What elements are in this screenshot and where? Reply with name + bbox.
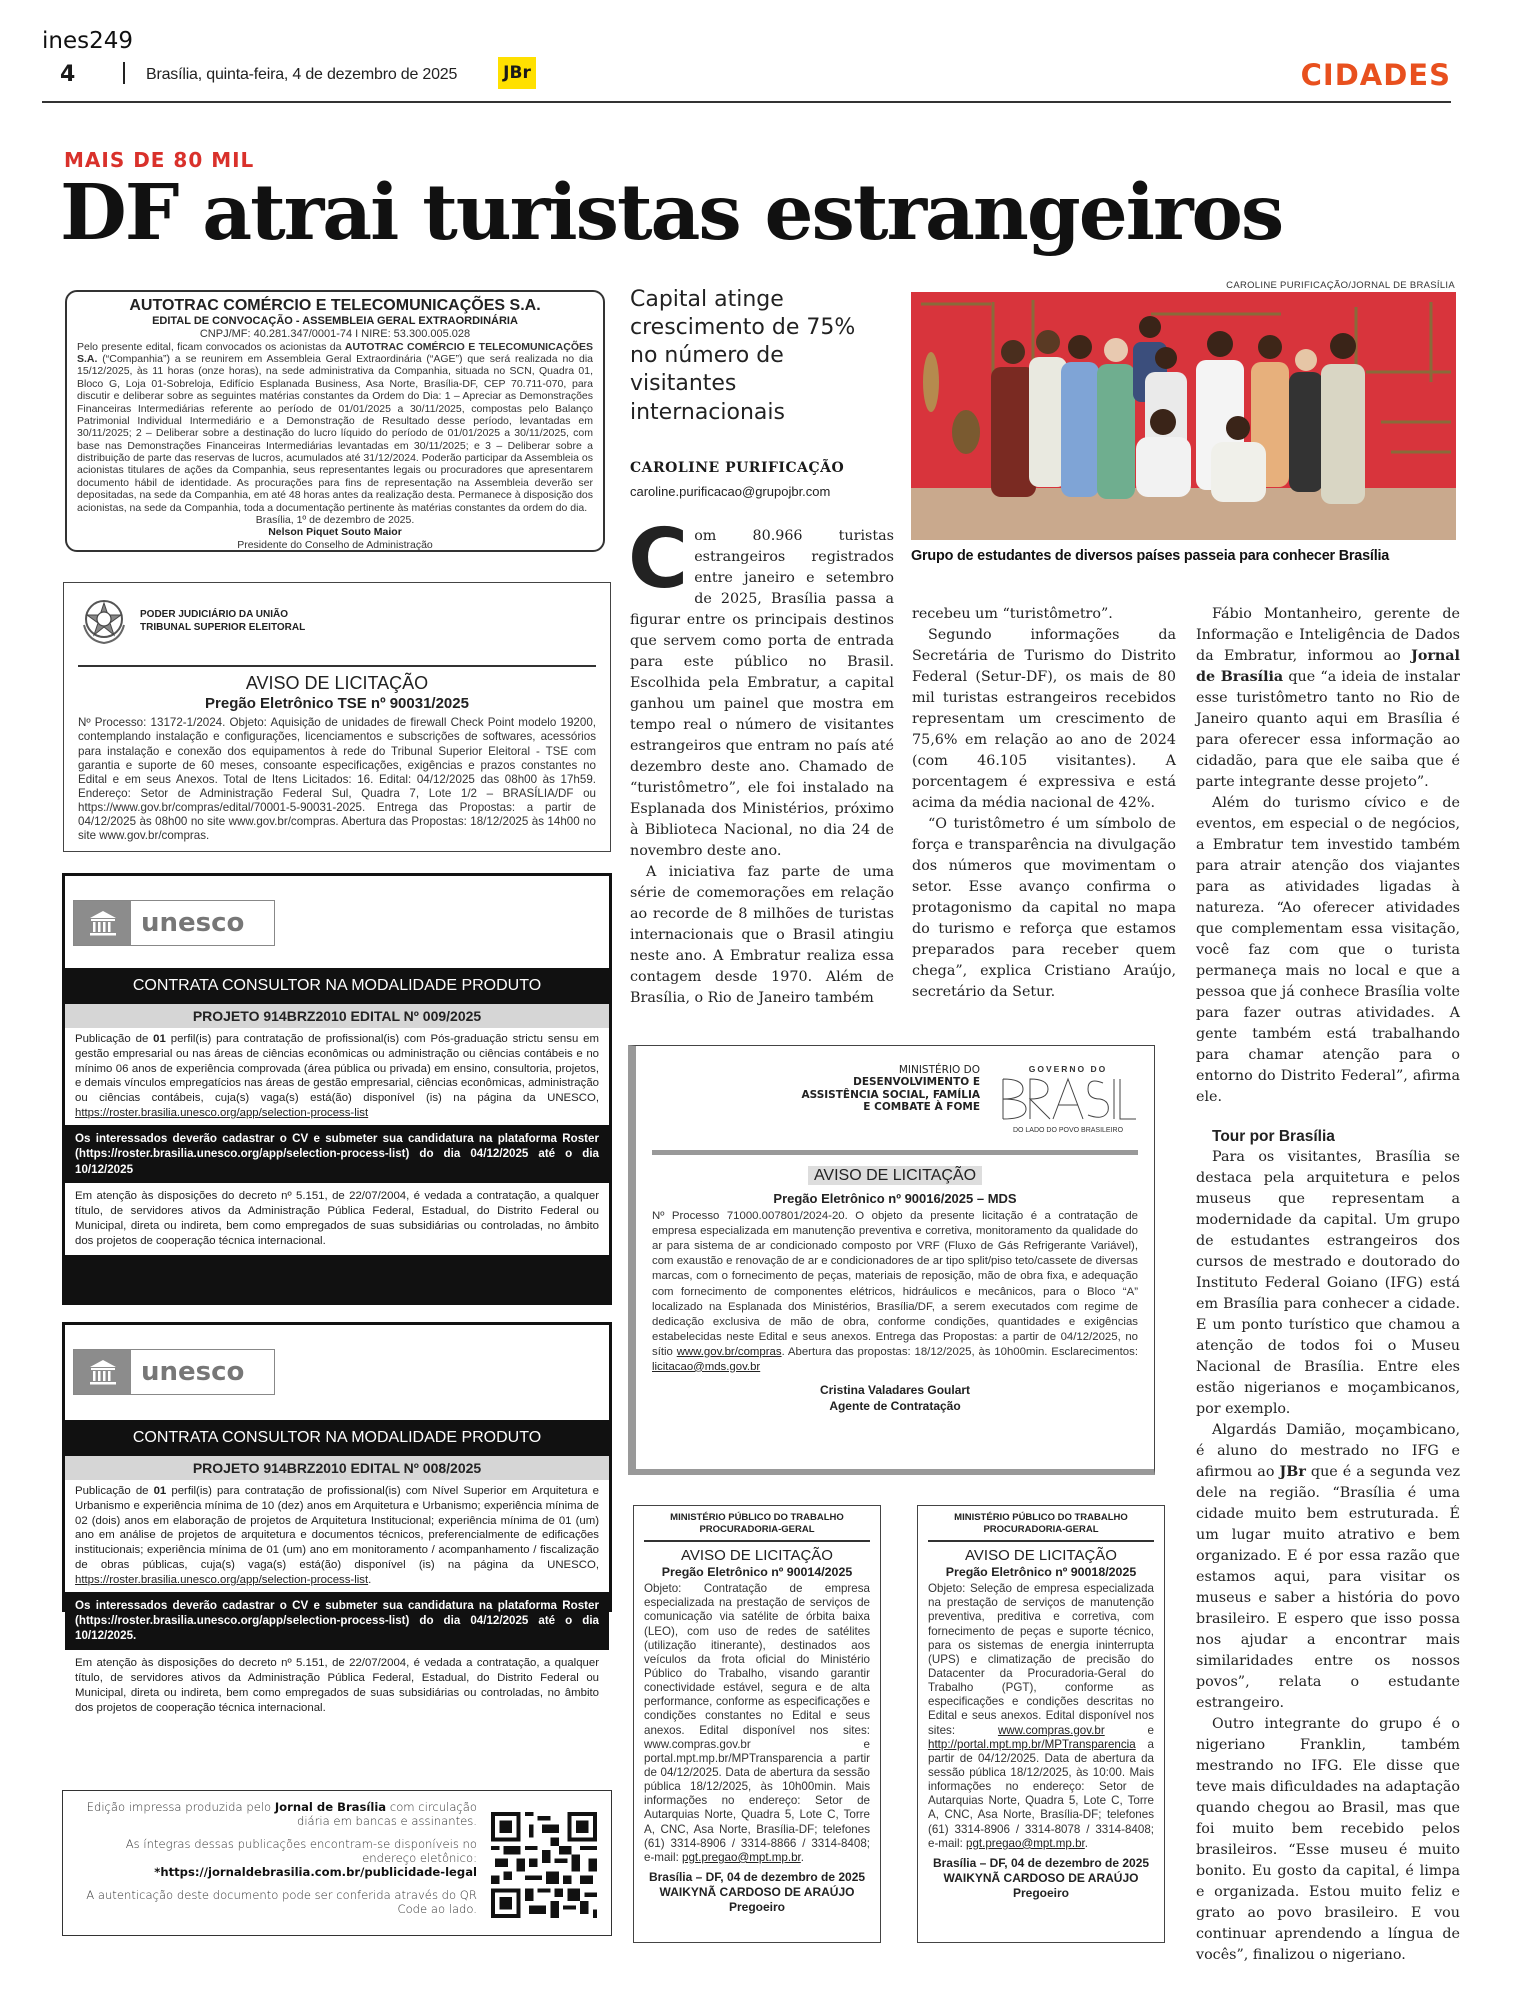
drop-cap: C <box>628 512 689 607</box>
unesco-logo <box>73 1349 275 1395</box>
ad-project: PROJETO 914BRZ2010 EDITAL Nº 009/2025 <box>65 1004 609 1028</box>
ad-body: Publicação de 01 perfil(is) para contratação de profissional(is) com Nível Superior em Arquitetura e Urbanismo e experiência mínima de 10 (dez) anos em Arquitetura e Urbanismo; experiência mínima de 02 (dois) anos em elaboração de projetos de Arquitetura Institucional; experiência mínima de 01 (um) ano em análise de projetos de arquitetura e documentos técnicos, preferencialmente de edificações institucionais; experiência mínima de 01 (um) ano em monitoramento / acompanhamento / fiscalização de obras públicas, cuja(s) vaga(s) está(ão) disponível (is) na página da UNESCO, https://roster.brasilia.unesco.org/app/selection-process-list. <box>65 1480 609 1592</box>
header-divider <box>123 62 125 84</box>
ad-signer: Nelson Piquet Souto Maior <box>268 526 402 539</box>
ad-body <box>652 1209 1138 1375</box>
ministry-line: MINISTÉRIO DO <box>898 1064 980 1076</box>
ad-org-2: TRIBUNAL SUPERIOR ELEITORAL <box>140 622 306 633</box>
ad-place-date: Brasília – DF, 04 de dezembro de 2025 <box>932 1855 1150 1870</box>
ad-subtitle: Pregão Eletrônico TSE nº 90031/2025 <box>205 694 469 712</box>
ad-divider <box>644 1540 870 1542</box>
article-subhead: Tour por Brasília <box>1212 1128 1335 1145</box>
notice-line-1 <box>77 1801 477 1828</box>
ad-mpt-90014 <box>633 1505 881 1943</box>
ad-title: AVISO DE LICITAÇÃO <box>245 673 429 693</box>
ad-org-2: PROCURADORIA-GERAL <box>983 1523 1099 1535</box>
ad-legal: Em atenção às disposições do decreto nº 5.151, de 22/07/2004, é vedada a contratação, a qualquer título, de servidores ativos da Administração Pública Federal, Estadual, do Distrito Federal ou Municipal, direta ou indireta, bem como empregados de suas subsidiárias ou controladas, no âmbito dos projetos de cooperação técnica internacional. <box>65 1650 609 1722</box>
email-link[interactable]: pgt.pregao@mpt.mp.br <box>682 1850 801 1864</box>
paragraph-text: Fábio Montanheiro, gerente de Informação e Inteligência de Dados da Embratur, informou ao <box>1196 606 1460 664</box>
ad-signer-role: Pregoeiro <box>1012 1885 1069 1900</box>
ad-mds <box>628 1045 1155 1475</box>
ad-title: AVISO DE LICITAÇÃO <box>681 1546 833 1564</box>
ad-legal: Em atenção às disposições do decreto nº 5.151, de 22/07/2004, é vedada a contratação, a qualquer título, de servidores ativos da Administração Pública Federal, Estadual, do Distrito Federal ou Municipal, direta ou indireta, bem como empregados de suas subsidiárias ou controladas, no âmbito dos projetos de cooperação técnica internacional. <box>65 1183 609 1255</box>
article-column-1 <box>628 512 894 1009</box>
ad-body-text: . <box>800 1850 805 1864</box>
temple-icon <box>88 1357 118 1387</box>
ad-body-text: Publicação de <box>75 1485 154 1497</box>
notice-text: As íntegras dessas publicações encontram-se disponíveis no endereço eletônico: <box>125 1837 477 1866</box>
ad-mpt-90018 <box>917 1505 1165 1943</box>
ad-body <box>77 341 593 514</box>
ad-body-text: Pelo presente edital, ficam convocados os acionistas da <box>77 340 345 353</box>
gov-brasil-logo <box>998 1064 1138 1136</box>
ad-body <box>644 1582 870 1865</box>
article-paragraph: recebeu um “turistômetro”. <box>912 606 1113 622</box>
ad-title: AVISO DE LICITAÇÃO <box>808 1166 982 1185</box>
ad-org-2: PROCURADORIA-GERAL <box>699 1523 815 1535</box>
group-photo-illustration <box>911 292 1456 540</box>
ad-body-text: e <box>1104 1723 1155 1737</box>
paragraph-bold: JBr <box>1279 1464 1306 1480</box>
ad-signer-role: Agente de Contratação <box>829 1398 961 1413</box>
ad-subtitle: Pregão Eletrônico nº 90014/2025 <box>661 1565 853 1580</box>
ad-org-1: PODER JUDICIÁRIO DA UNIÃO <box>140 609 288 620</box>
unesco-wordmark: unesco <box>131 901 274 945</box>
ad-note: Os interessados deverão cadastrar o CV e submeter sua candidatura na plataforma Roster (https://roster.brasilia.unesco.org/app/selection-process-list) do dia 04/12/2025 até o dia 10/12/2025 <box>65 1125 609 1183</box>
ad-org-1: MINISTÉRIO PÚBLICO DO TRABALHO <box>954 1512 1128 1523</box>
ad-divider <box>78 665 596 667</box>
article-paragraph <box>628 512 894 862</box>
page-number: 4 <box>60 62 76 87</box>
ad-body-text: a partir de 04/12/2025. Data de abertura da sessão pública 18/12/2025, às 10:00. Mais informações no endereço: Setor de Autarquias Norte, Quadra 5, Lote C, Torre A, CNC, Asa Norte, Brasília-DF; telefones (61) 3314-8906 / 3314-8078 / 3314-8408; e-mail: <box>928 1737 1154 1850</box>
ad-subtitle: EDITAL DE CONVOCAÇÃO - ASSEMBLEIA GERAL EXTRAORDINÁRIA <box>152 314 518 327</box>
ministry-name <box>802 1064 981 1114</box>
article-column-3 <box>1196 604 1460 1966</box>
ad-body-text: (“Companhia”) a se reunirem em Assembleia Geral Extraordinária (“AGE”) que será realizada no dia 15/12/2025, às 11 horas (onze horas), na sede administrativa da Companhia, situada no SCN, Quadra 01, Bloco G, Loja 01-Sobreloja, Edifício Esplanada Business, Asa Norte, Brasília-DF, CEP 70.711-070, para discutir e deliberar sobre as seguintes matérias constantes da Ordem do Dia: 1 – Apreciar as Demonstrações Financeiras Intermediárias referente ao período de 01/01/2025 a 30/11/2025, compostas pelo Balanço Patrimonial Individual Intermediário e a Demonstração de Resultado desse período, levantadas em 30/11/2025; 2 – Deliberar sobre a destinação do lucro líquido do período de 01/01/2025 a 30/11/2025, com base nas Demonstrações Financeiras Intermediárias levantadas em 30/11/2025; e 3 – Deliberar sobre a distribuição de parte das reservas de lucros, acumulados até 31/12/2024. Poderão participar da Assembleia os acionistas titulares de ações da Companhia, seus representantes legais ou procuradores que apresentarem documento hábil de identidade. As procurações para fins de representação na Assembleia deverão ser depositadas, na sede da Companhia, em até 48 horas antes da realização desta. Permanece à disposição dos acionistas, na sede da Companhia, toda a documentação pertinente às matérias constantes da ordem do dia. <box>77 353 593 514</box>
article-paragraph: Além do turismo cívico e de eventos, em especial o de negócios, a Embratur tem investido também para atrair atenção dos viajantes para as atividades ligadas à natureza. “Ao oferecer atividades que complementam essa visitação, você faz com que o turista permaneça mais no local e que a pessoa que já conhece Brasília volte para fazer outras atividades. A gente também está trabalhando para chamar atenção para o entorno do Distrito Federal”, afirma ele. <box>1196 795 1460 1105</box>
ad-body-text: perfil(is) para contratação de profissional(is) com Pós-graduação strictu sensu em gestão empresarial ou nas áreas de ciências econômicas ou administração ou ciências contábeis e no mínimo 06 anos de experiência comprovada (área pública ou privada) em ensino, consultoria, projetos, e demais vínculos empregatícios nas áreas de gestão empresarial, ciências econômicas, administração ou ciências contábeis, cuja(s) vaga(s) está(ão) disponível (is) na página da UNESCO, <box>75 1033 599 1105</box>
ad-title: CONTRATA CONSULTOR NA MODALIDADE PRODUTO <box>65 1420 609 1456</box>
ad-body-text: perfil(is) para contratação de profissional(is) com Nível Superior em Arquitetura e Urbanismo e experiência mínima de 10 (dez) anos em Arquitetura e Urbanismo; experiência mínima de 02 (dois) anos em elaboração de projetos de Arquitetura Institucional; experiência mínima de 01 (um) ano em análise de projetos de arquitetura e documentos técnicos, preferencialmente de edificações institucionais; experiência mínima de 01 (um) ano em monitoramento / acompanhamento / fiscalização de obras públicas, cuja(s) vaga(s) está(ão) disponível (is) na página da UNESCO, <box>75 1485 599 1572</box>
author-email-link[interactable]: caroline.purificacao@grupojbr.com <box>630 484 831 499</box>
unesco-wordmark: unesco <box>131 1350 274 1394</box>
notice-line-2 <box>77 1838 477 1879</box>
gov-logo-top: GOVERNO DO <box>1028 1064 1108 1074</box>
article-paragraph: Outro integrante do grupo é o nigeriano Franklin, também mestrando no IFG. Ele disse que teve mais dificuldades na adaptação quando chegou ao Brasil, mas que foi muito bem recebido pelos brasileiros. “Esse museu é muito bonito. Eu gosto da capital, é limpa e organizada. Estou muito feliz e grato ao povo brasileiro. E vou continuar aprendendo a língua de vocês”, finalizou o nigeriano. <box>1196 1716 1460 1963</box>
unesco-logo <box>73 900 275 946</box>
notice-text: Edição impressa produzida pelo <box>86 1800 275 1814</box>
ad-title: AVISO DE LICITAÇÃO <box>965 1546 1117 1564</box>
temple-icon <box>88 908 118 938</box>
ad-body-text: Publicação de <box>75 1033 154 1045</box>
qr-code-icon[interactable] <box>491 1801 597 1929</box>
ad-company: AUTOTRAC COMÉRCIO E TELECOMUNICAÇÕES S.A. <box>129 297 541 314</box>
edition-date: Brasília, quinta-feira, 4 de dezembro de 2025 <box>146 66 458 83</box>
article-kicker: MAIS DE 80 MIL <box>64 148 255 172</box>
ad-body-bold: 01 <box>153 1033 166 1045</box>
compras-link[interactable]: www.gov.br/compras <box>676 1345 782 1358</box>
roster-link[interactable]: https://roster.brasilia.unesco.org/app/selection-process-list <box>75 1107 369 1120</box>
compras-link[interactable]: www.compras.gov.br <box>997 1723 1105 1737</box>
article-paragraph: Para os visitantes, Brasília se destaca pela arquitetura e pelos museus que representam a modernidade da capital. Um grupo de estudantes estrangeiros dos cursos de mestrado e doutorado do Instituto Federal Goiano (IFG) está em Brasília para conhecer a cidade. E um ponto turístico que chamou a atenção de todos foi o Museu Nacional de Brasília. Entre eles estão nigerianos e moçambicanos, por exemplo. <box>1196 1149 1460 1417</box>
transparencia-link[interactable]: http://portal.mpt.mp.br/MPTransparencia <box>928 1737 1136 1751</box>
ad-body-text: . <box>1084 1836 1089 1850</box>
coat-of-arms-icon <box>78 595 130 647</box>
ad-title: CONTRATA CONSULTOR NA MODALIDADE PRODUTO <box>65 968 609 1004</box>
article-deck: Capital atinge crescimento de 75% no número de visitantes internacionais <box>630 287 856 425</box>
ad-body-text: Nº Processo 71000.007801/2024-20. O objeto da presente licitação é a contratação de empresa especializada em manutenção preventiva e corretiva, monitoramento da qualidade do ar para sistema de ar condicionado composto por VRF (Fluxo de Gás Refrigerante Variável), com exaustão e renovação de ar e condicionadores de ar tipo split/piso teto/cassete de diversas marcas, com o fornecimento de peças, materiais de reposição, mão de obra fixa, e adequação com fornecimento de componentes elétricos, hidráulicos e mecânicos, para o Bloco “A” localizado na Esplanada dos Ministérios, Brasília/DF, a serem executados com regime de dedicação exclusiva de mão de obra, conforme condições, quantidades e exigências estabelecidas neste Edital e seus anexos. Entrega das Propostas: a partir de 04/12/2025, no sítio <box>652 1210 1138 1358</box>
article-paragraph <box>1196 604 1460 793</box>
ad-signer-role: Pregoeiro <box>728 1899 785 1914</box>
photo-caption: Grupo de estudantes de diversos países passeia para conhecer Brasília <box>911 548 1390 564</box>
email-link[interactable]: pgt.pregao@mpt.mp.br <box>966 1836 1085 1850</box>
ad-place-date: Brasília, 1º de dezembro de 2025. <box>255 513 415 526</box>
paragraph-text: Algardás Damião, moçambicano, é aluno do mestrado no IFG e afirmou ao <box>1196 1422 1460 1480</box>
ad-divider <box>652 1150 1138 1155</box>
ad-project: PROJETO 914BRZ2010 EDITAL Nº 008/2025 <box>65 1456 609 1480</box>
ad-ids: CNPJ/MF: 40.281.347/0001-74 I NIRE: 53.300.005.028 <box>199 327 471 340</box>
email-link[interactable]: licitacao@mds.gov.br <box>652 1360 761 1373</box>
ad-body-bold: 01 <box>153 1485 167 1497</box>
ad-note: Os interessados deverão cadastrar o CV e submeter sua candidatura na plataforma Roster (https://roster.brasilia.unesco.org/app/selection-process-list) do dia 04/12/2025 até o dia 10/12/2025. <box>65 1592 609 1650</box>
ministry-line: DESENVOLVIMENTO E <box>853 1076 980 1089</box>
ad-body: Nº Processo: 13172-1/2024. Objeto: Aquisição de unidades de firewall Check Point modelo 19200, contemplando instalação e configurações, licenciamentos e subscrições de softwares, acessórios para instalação e conexão dos equipamentos à rede do Tribunal Superior Eleitoral - TSE com garantia e suporte de 60 meses, consoante especificações, exigências e prazos constantes no Edital e em seus Anexos. Total de Itens Licitados: 16. Edital: 04/12/2025 das 08h00 às 17h59. Endereço: Setor de Administração Federal Sul, Quadra 7, Lote 1/2 – BRASÍLIA/DF ou https://www.gov.br/compras/edital/70001-5-90031-2025. Entrega das Propostas: a partir de 04/12/2025 às 08h00 no site www.gov.br/compras. Abertura das Propostas: 18/12/2025 às 14h00 no site www.gov.br/compras. <box>78 716 596 843</box>
gov-logo-tag: DO LADO DO POVO BRASILEIRO <box>1012 1127 1124 1135</box>
ad-org-1: MINISTÉRIO PÚBLICO DO TRABALHO <box>670 1512 844 1523</box>
watermark: ines249 <box>42 28 134 54</box>
paragraph-text: que “a ideia de instalar esse turistômetro tanto no Rio de Janeiro quanto aqui em Brasília é para oferecer essa informação ao cidadão, para que ele saiba que é parte integrante desse projeto”. <box>1196 669 1460 790</box>
notice-bold: Jornal de Brasília <box>274 1800 387 1814</box>
ad-body-text: . Abertura das propostas: 18/12/2025, às 10h00min. Esclarecimentos: <box>781 1345 1138 1358</box>
ad-signer-role: Presidente do Conselho de Administração <box>237 538 433 551</box>
notice-link[interactable]: *https://jornaldebrasilia.com.br/publicidade-legal <box>154 1864 477 1879</box>
ad-unesco-009 <box>62 873 612 1305</box>
ad-signer: WAIKYNÃ CARDOSO DE ARAÚJO <box>659 1884 855 1899</box>
article-author: CAROLINE PURIFICAÇÃO <box>630 460 845 476</box>
ad-signer: Cristina Valadares Goulart <box>819 1382 971 1397</box>
ministry-line: E COMBATE À FOME <box>863 1101 980 1114</box>
ad-subtitle: Pregão Eletrônico nº 90016/2025 – MDS <box>773 1191 1017 1207</box>
ad-divider <box>928 1540 1154 1542</box>
ad-place-date: Brasília – DF, 04 de dezembro de 2025 <box>648 1869 866 1884</box>
article-photo <box>911 292 1456 540</box>
article-column-2 <box>912 604 1176 1003</box>
section-name: CIDADES <box>1300 58 1451 92</box>
ad-body <box>65 1028 609 1125</box>
ministry-line: ASSISTÊNCIA SOCIAL, FAMÍLIA <box>801 1088 980 1101</box>
ad-autotrac <box>65 290 605 552</box>
ad-body-text: Objeto: Seleção de empresa especializada na prestação de serviços de manutenção preventiva, preditiva e corretiva, com fornecimento de peças e suporte técnico, para os sistemas de energia ininterrupta (UPS) e climatização de precisão do Datacenter da Procuradoria-Geral do Trabalho (PGT), conforme as especificações e condições descritas no Edital e seus anexos. Edital disponível nos sites: <box>928 1582 1154 1737</box>
photo-credit: CAROLINE PURIFICAÇÃO/JORNAL DE BRASÍLIA <box>1226 280 1455 291</box>
legal-publication-notice <box>62 1790 612 1936</box>
article-paragraph: “O turistômetro é um símbolo de força e transparência na divulgação dos números que movimentam o setor. Esse avanço confirma o protagonismo da capital no mapa do turismo e reforça que estamos preparados para receber quem chega”, explica Cristiano Araújo, secretário da Setur. <box>912 816 1176 1000</box>
ad-unesco-008 <box>62 1322 612 1714</box>
brasil-wordmark-icon <box>998 1075 1138 1123</box>
article-headline: DF atrai turistas estrangeiros <box>60 168 1283 258</box>
ad-body-bold: AUTOTRAC COMÉRCIO E TELECOMUNICAÇÕES S.A. <box>77 340 593 366</box>
ad-body <box>928 1582 1154 1851</box>
brand-badge: JBr <box>498 57 536 89</box>
article-paragraph: Segundo informações da Secretária de Turismo do Distrito Federal (Setur-DF), os mais de 80 mil turistas estrangeiros recebidos representam um crescimento de 75,6% em relação ao ano de 2024 (com 46.105 visitantes). A porcentagem é expressiva e está acima da média nacional de 42%. <box>912 627 1176 811</box>
notice-line-3: A autenticação deste documento pode ser conferida através do QR Code ao lado. <box>86 1888 477 1917</box>
ad-body-text: Objeto: Contratação de empresa especializada na prestação de serviços de comunicação via satélite de órbita baixa (LEO), com uso de redes de satélites (utilização itinerante), destinados aos veículos da frota oficial do Ministério Público do Trabalho, visando garantir conectividade estável, segura e de alta performance, conforme as especificações e condições constantes no Edital e seus anexos. Edital disponível nos sites: www.compras.gov.br e portal.mpt.mp.br/MPTransparencia a partir de 04/12/2025. Data de abertura da sessão pública 18/12/2025, às 10h00min. Mais informações no endereço: Setor de Autarquias Norte, Quadra 5, Lote C, Torre A, CNC, Asa Norte, Brasília-DF; telefones (61) 3314-8906 / 3314-8866 / 3314-8408; e-mail: <box>644 1582 870 1864</box>
notice-text: com circulação diária em bancas e assinantes. <box>296 1800 477 1828</box>
paragraph-text: que é a segunda vez dele na região. “Brasília é uma cidade muito bem estruturada. É um lugar muito atrativo e bem organizado. E é por essa razão que estamos aqui, para visitar os museus e saber a história do povo brasileiro. E espero que isso possa nos ajudar a encontrar mais similaridades entre os nossos povos”, relata o estudante estrangeiro. <box>1196 1464 1460 1711</box>
ad-subtitle: Pregão Eletrônico nº 90018/2025 <box>945 1565 1137 1580</box>
ad-signer: WAIKYNÃ CARDOSO DE ARAÚJO <box>943 1870 1139 1885</box>
ad-tse <box>63 582 611 852</box>
roster-link[interactable]: https://roster.brasilia.unesco.org/app/selection-process-list <box>75 1573 369 1586</box>
article-paragraph <box>1196 1420 1460 1714</box>
paragraph-bold: Jornal de Brasília <box>1196 648 1460 685</box>
header-rule <box>42 101 1451 103</box>
article-paragraph: A iniciativa faz parte de uma série de comemorações em relação ao recorde de 8 milhões de turistas internacionais que o Brasil atingiu neste ano. A Embratur realiza essa contagem desde 1970. Além de Brasília, o Rio de Janeiro também <box>630 864 894 1006</box>
paragraph-text: om 80.966 turistas estrangeiros registrados entre janeiro e setembro de 2025, Brasília passa a figurar entre os principais destinos que servem como porta de entrada para este público no Brasil. Escolhida pela Embratur, a capital ganhou um painel que mostra em tempo real o número de visitantes estrangeiros que entram no país até dezembro deste ano. Chamado de “turistômetro”, ele foi instalado na Esplanada dos Ministérios, próximo à Biblioteca Nacional, no dia 24 de novembro deste ano. <box>630 528 894 859</box>
